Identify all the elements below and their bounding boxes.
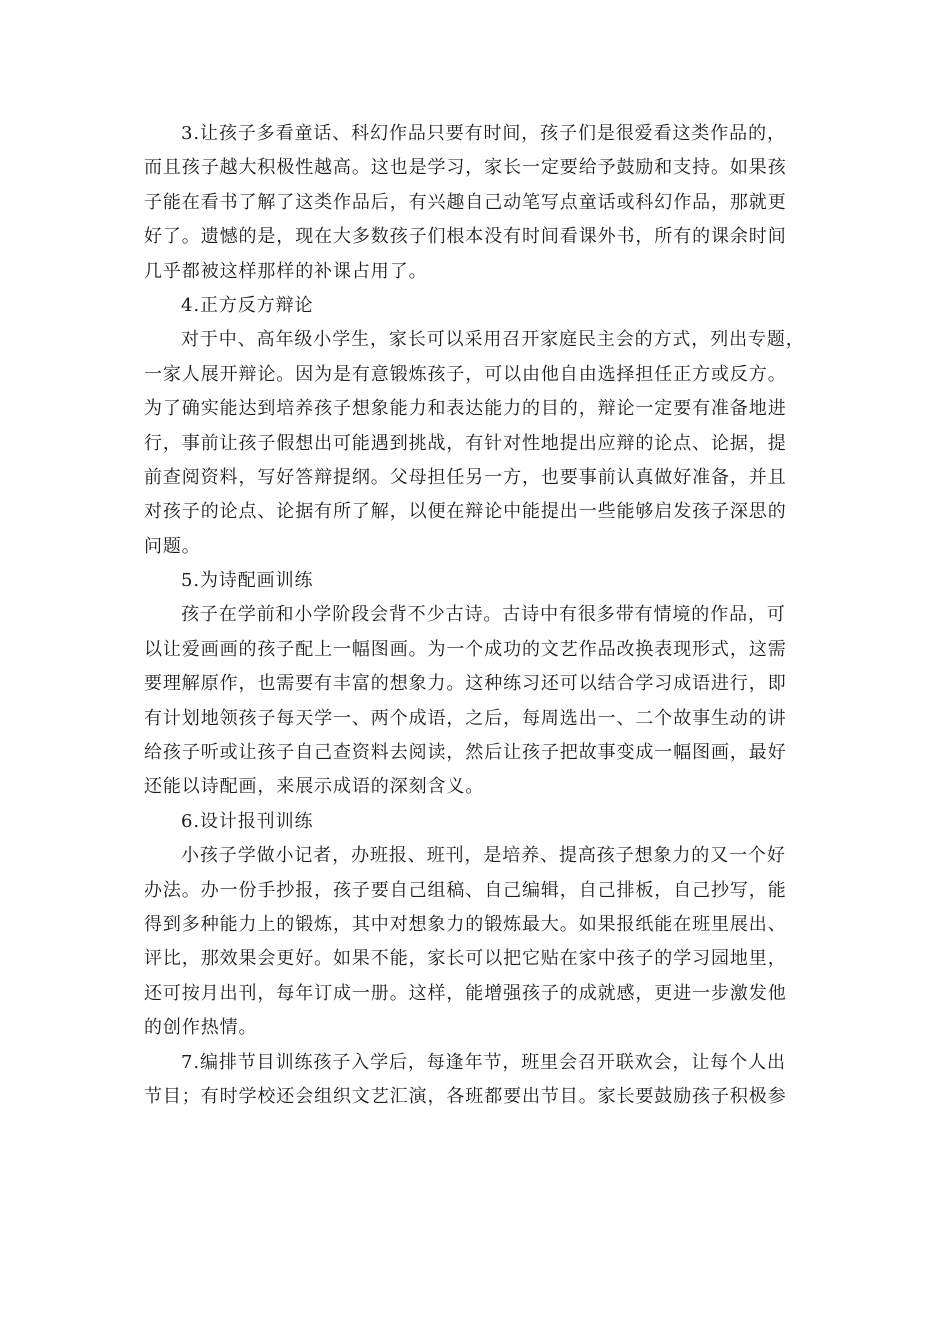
paragraph-6-line-2: 办法。办一份手抄报，孩子要自己组稿、自己编辑，自己排板，自己抄写，能: [144, 879, 787, 901]
document-body: [144, 117, 810, 1114]
paragraph-5-line-1: 孩子在学前和小学阶段会背不少古诗。古诗中有很多带有情境的作品，可: [181, 604, 786, 626]
paragraph-7-line-2: 节目；有时学校还会组织文艺汇演，各班都要出节目。家长要鼓励孩子积极参: [144, 1085, 787, 1107]
paragraph-6-line-4: 评比，那效果会更好。如果不能，家长可以把它贴在家中孩子的学习园地里，: [144, 948, 787, 970]
paragraph-5-line-6: 还能以诗配画，来展示成语的深刻含义。: [144, 776, 485, 798]
section-heading-6: 6.设计报刊训练: [181, 810, 314, 832]
paragraph-4-line-3: 为了确实能达到培养孩子想象能力和表达能力的目的，辩论一定要有准备地进: [144, 398, 787, 420]
paragraph-5-line-4: 有计划地领孩子每天学一、两个成语，之后，每周选出一、二个故事生动的讲: [144, 707, 787, 729]
paragraph-4-line-7: 问题。: [144, 535, 201, 557]
paragraph-5-line-2: 以让爱画画的孩子配上一幅图画。为一个成功的文艺作品改换表现形式，这需: [144, 638, 787, 660]
paragraph-7-line-1: 7.编排节目训练孩子入学后，每逢年节，班里会召开联欢会，让每个人出: [181, 1051, 786, 1073]
paragraph-5-line-5: 给孩子听或让孩子自己查资料去阅读，然后让孩子把故事变成一幅图画，最好: [144, 742, 787, 764]
paragraph-4-line-5: 前查阅资料，写好答辩提纲。父母担任另一方，也要事前认真做好准备，并且: [144, 466, 787, 488]
section-heading-4: 4.正方反方辩论: [181, 294, 314, 316]
paragraph-3-line-3: 子能在看书了解了这类作品后，有兴趣自己动笔写点童话或科幻作品，那就更: [144, 191, 787, 213]
paragraph-5-line-3: 要理解原作，也需要有丰富的想象力。这种练习还可以结合学习成语进行，即: [144, 673, 787, 695]
paragraph-4-line-1: 对于中、高年级小学生，家长可以采用召开家庭民主会的方式，列出专题，: [181, 329, 805, 351]
paragraph-3-line-4: 好了。遗憾的是，现在大多数孩子们根本没有时间看课外书，所有的课余时间: [144, 226, 787, 248]
paragraph-6-line-5: 还可按月出刊，每年订成一册。这样，能增强孩子的成就感，更进一步激发他: [144, 982, 787, 1004]
paragraph-3-line-2: 而且孩子越大积极性越高。这也是学习，家长一定要给予鼓励和支持。如果孩: [144, 157, 787, 179]
section-heading-5: 5.为诗配画训练: [181, 570, 314, 592]
paragraph-6-line-6: 的创作热情。: [144, 1017, 258, 1039]
paragraph-4-line-2: 一家人展开辩论。因为是有意锻炼孩子，可以由他自由选择担任正方或反方。: [144, 363, 787, 385]
paragraph-6-line-1: 小孩子学做小记者，办班报、班刊，是培养、提高孩子想象力的又一个好: [181, 845, 786, 867]
paragraph-4-line-4: 行，事前让孩子假想出可能遇到挑战，有针对性地提出应辩的论点、论据，提: [144, 432, 787, 454]
paragraph-3-line-1: 3.让孩子多看童话、科幻作品只要有时间，孩子们是很爱看这类作品的，: [181, 123, 786, 144]
paragraph-6-line-3: 得到多种能力上的锻炼，其中对想象力的锻炼最大。如果报纸能在班里展出、: [144, 913, 787, 935]
paragraph-4-line-6: 对孩子的论点、论据有所了解，以便在辩论中能提出一些能够启发孩子深思的: [144, 501, 787, 523]
paragraph-3-line-5: 几乎都被这样那样的补课占用了。: [144, 260, 428, 282]
